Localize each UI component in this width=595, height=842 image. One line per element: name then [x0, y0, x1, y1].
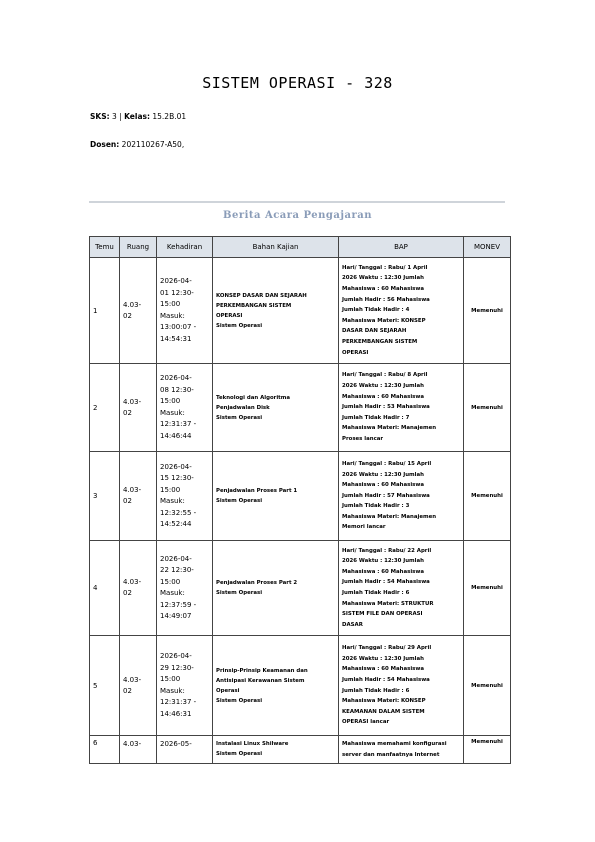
cell-bap-line: Mahasiswa Materi: KONSEP — [342, 317, 426, 324]
cell-kehadiran-line: Masuk: — [160, 311, 185, 320]
cell-kehadiran-line: 12:32:55 - — [160, 508, 197, 517]
page-title: SISTEM OPERASI - 328 — [202, 74, 393, 92]
cell-bahan-kajian — [213, 736, 339, 764]
cell-bahan-kajian-line: OPERASI — [216, 312, 243, 319]
cell-ruang-line: 4.03- — [123, 740, 142, 748]
cell-kehadiran-line: 13:00:07 - — [160, 323, 197, 331]
cell-monev: Memenuhi — [464, 452, 511, 541]
cell-ruang-line: 4.03- — [123, 675, 142, 684]
cell-kehadiran-line: Masuk: — [160, 589, 185, 597]
cell-bahan-kajian — [213, 541, 339, 636]
sks-value: 3 — [112, 112, 117, 121]
cell-ruang — [120, 452, 157, 541]
cell-bap-line: Jumlah Tidak Hadir : 7 — [342, 414, 410, 421]
cell-kehadiran-line: 15:00 — [160, 397, 181, 405]
cell-bahan-kajian-line: Sistem Operasi — [216, 322, 263, 329]
cell-kehadiran — [157, 541, 213, 636]
cell-bap-line: Hari/ Tanggal : Rabu/ 8 April — [342, 372, 428, 379]
cell-bahan-kajian — [213, 258, 339, 364]
cell-bahan-kajian-line: Prinsip-Prinsip Keamanan dan — [216, 667, 308, 674]
cell-bahan-kajian-line: Sistem Operasi — [216, 751, 263, 757]
cell-bahan-kajian-line: Teknologi dan Algoritma — [216, 394, 291, 401]
cell-bap-line: DASAR DAN SEJARAH — [342, 328, 407, 335]
table-row — [90, 541, 511, 636]
cell-bap — [339, 636, 464, 736]
cell-ruang-line: 4.03- — [123, 486, 142, 494]
header-monev: MONEV — [464, 237, 511, 258]
cell-bap-line: Hari/ Tanggal : Rabu/ 1 April — [342, 264, 428, 271]
cell-bap-line: Jumlah Tidak Hadir : 3 — [342, 503, 410, 510]
cell-kehadiran-line: 14:46:44 — [160, 431, 192, 440]
cell-bap-line: OPERASI lancar — [342, 719, 390, 726]
cell-bap-line: SISTEM FILE DAN OPERASI — [342, 611, 423, 618]
cell-kehadiran — [157, 452, 213, 541]
cell-kehadiran-line: Masuk: — [160, 686, 185, 695]
cell-temu: 2 — [90, 364, 120, 452]
cell-ruang — [120, 736, 157, 764]
kelas-label: Kelas: — [124, 112, 150, 121]
cell-ruang — [120, 258, 157, 364]
cell-bap-line: Mahasiswa Materi: STRUKTUR — [342, 600, 434, 607]
header-ruang: Ruang — [120, 237, 157, 258]
cell-kehadiran-line: Masuk: — [160, 497, 185, 505]
table-row — [90, 636, 511, 736]
cell-kehadiran-line: 15:00 — [160, 485, 181, 494]
cell-kehadiran-line: 2026-04- — [160, 554, 192, 563]
cell-bahan-kajian-line: Penjadwalan Proses Part 1 — [216, 488, 298, 494]
cell-bap-line: Mahasiswa Materi: KONSEP — [342, 698, 426, 705]
cell-bap-line: Mahasiswa : 60 Mahasiswa — [342, 568, 425, 575]
header-temu: Temu — [90, 237, 120, 258]
dosen-label: Dosen: — [90, 140, 120, 149]
cell-kehadiran-line: 12:31:37 - — [160, 420, 197, 428]
cell-temu: 1 — [90, 258, 120, 364]
cell-bap-line: OPERASI — [342, 349, 369, 356]
cell-bap-line: Jumlah Hadir : 54 Mahasiswa — [342, 676, 430, 683]
cell-bap — [339, 541, 464, 636]
table-row — [90, 364, 511, 452]
table-row — [90, 258, 511, 364]
dosen-value: 202110267-A50, — [121, 140, 185, 149]
cell-bap — [339, 258, 464, 364]
cell-bahan-kajian — [213, 452, 339, 541]
cell-monev: Memenuhi — [464, 541, 511, 636]
cell-bap-line: Mahasiswa : 60 Mahasiswa — [342, 286, 425, 293]
table-row — [90, 736, 511, 764]
lecturer-info — [90, 140, 184, 149]
cell-bap-line: Jumlah Hadir : 56 Mahasiswa — [342, 296, 430, 303]
cell-kehadiran-line: Masuk: — [160, 408, 185, 417]
cell-kehadiran-line: 2026-04- — [160, 462, 192, 471]
cell-bap-line: Jumlah Tidak Hadir : 4 — [342, 307, 410, 314]
cell-bap-line: Jumlah Tidak Hadir : 6 — [342, 590, 410, 596]
cell-bap — [339, 736, 464, 764]
cell-bap-line: Jumlah Hadir : 53 Mahasiswa — [342, 404, 430, 411]
cell-bap-line: Jumlah Tidak Hadir : 6 — [342, 687, 410, 694]
cell-bap-line: Mahasiswa Materi: Manajemen — [342, 425, 437, 432]
cell-temu: 4 — [90, 541, 120, 636]
cell-kehadiran — [157, 636, 213, 736]
cell-bap-line: Hari/ Tanggal : Rabu/ 29 April — [342, 645, 432, 652]
cell-monev: Memenuhi — [464, 636, 511, 736]
sks-label: SKS: — [90, 112, 110, 121]
cell-bap-line: Proses lancar — [342, 435, 384, 442]
cell-kehadiran-line: 15:00 — [160, 300, 181, 308]
cell-ruang — [120, 364, 157, 452]
cell-ruang-line: 02 — [123, 686, 132, 695]
cell-kehadiran-line: 29 12:30- — [160, 663, 194, 672]
cell-temu: 6 — [90, 736, 120, 764]
cell-bap — [339, 364, 464, 452]
cell-kehadiran-line: 12:31:37 - — [160, 698, 197, 706]
cell-temu: 3 — [90, 452, 120, 541]
cell-bap-line: Hari/ Tanggal : Rabu/ 15 April — [342, 460, 432, 467]
cell-bap-line: Mahasiswa : 60 Mahasiswa — [342, 393, 425, 400]
cell-bap-line: 2026 Waktu : 12:30 Jumlah — [342, 558, 424, 565]
cell-ruang-line: 02 — [123, 497, 132, 505]
header-kehadiran: Kehadiran — [157, 237, 213, 258]
cell-kehadiran-line: 08 12:30- — [160, 385, 194, 394]
cell-bahan-kajian-line: KONSEP DASAR DAN SEJARAH — [216, 292, 307, 299]
cell-kehadiran — [157, 258, 213, 364]
cell-bap-line: DASAR — [342, 621, 363, 628]
section-title: Berita Acara Pengajaran — [223, 210, 372, 221]
cell-temu: 5 — [90, 636, 120, 736]
cell-bap-line: Mahasiswa : 60 Mahasiswa — [342, 482, 425, 489]
kelas-value: 15.2B.01 — [152, 112, 187, 121]
cell-monev: Memenuhi — [464, 736, 511, 764]
cell-kehadiran-line: 22 12:30- — [160, 566, 194, 574]
cell-bap-line: server dan manfaatnya Internet — [342, 751, 440, 758]
cell-ruang — [120, 636, 157, 736]
cell-ruang-line: 4.03- — [123, 300, 142, 309]
cell-kehadiran-line: 14:49:07 — [160, 612, 192, 620]
cell-kehadiran-line: 14:52:44 — [160, 520, 192, 528]
cell-bahan-kajian-line: Penjadwalan Proses Part 2 — [216, 580, 298, 586]
course-info: SKS: 3 | Kelas: 15.2B.01 — [90, 112, 187, 121]
cell-bahan-kajian-line: Antisipasi Kerawanan Sistem — [216, 677, 305, 684]
cell-bahan-kajian-line: Penjadwalan Disk — [216, 404, 270, 411]
cell-kehadiran-line: 15:00 — [160, 577, 181, 586]
cell-bap-line: PERKEMBANGAN SISTEM — [342, 338, 418, 345]
cell-monev: Memenuhi — [464, 364, 511, 452]
cell-kehadiran-line: 15 12:30- — [160, 474, 194, 482]
cell-bap-line: 2026 Waktu : 12:30 Jumlah — [342, 275, 424, 282]
cell-bap-line: 2026 Waktu : 12:30 Jumlah — [342, 383, 424, 390]
cell-kehadiran-line: 14:46:31 — [160, 709, 192, 718]
cell-ruang — [120, 541, 157, 636]
cell-bap-line: Mahasiswa memahami konfigurasi — [342, 741, 447, 747]
cell-bap-line: Jumlah Hadir : 57 Mahasiswa — [342, 492, 430, 499]
cell-kehadiran-line: 2026-04- — [160, 652, 192, 660]
cell-bahan-kajian — [213, 364, 339, 452]
cell-bap-line: Memori lancar — [342, 524, 386, 531]
cell-bahan-kajian-line: PERKEMBANGAN SISTEM — [216, 302, 292, 309]
cell-monev: Memenuhi — [464, 258, 511, 364]
cell-kehadiran-line: 01 12:30- — [160, 288, 194, 297]
cell-kehadiran-line: 15:00 — [160, 675, 181, 683]
table-row — [90, 452, 511, 541]
teaching-report-table — [89, 236, 511, 764]
cell-kehadiran-line: 2026-04- — [160, 277, 192, 285]
header-bap: BAP — [339, 237, 464, 258]
cell-bap-line: 2026 Waktu : 12:30 Jumlah — [342, 471, 424, 478]
cell-ruang-line: 4.03- — [123, 578, 142, 586]
cell-ruang-line: 4.03- — [123, 397, 142, 406]
cell-bap-line: Mahasiswa Materi: Manajemen — [342, 513, 437, 520]
cell-bahan-kajian-line: Sistem Operasi — [216, 498, 263, 504]
cell-bap-line: KEAMANAN DALAM SISTEM — [342, 708, 425, 715]
cell-ruang-line: 02 — [123, 589, 132, 597]
cell-kehadiran — [157, 736, 213, 764]
cell-bahan-kajian-line: Sistem Operasi — [216, 590, 263, 596]
cell-bahan-kajian-line: Operasi — [216, 687, 240, 694]
cell-bahan-kajian-line: Sistem Operasi — [216, 414, 263, 421]
cell-bap — [339, 452, 464, 541]
cell-ruang-line: 02 — [123, 311, 132, 320]
cell-kehadiran-line: 14:54:31 — [160, 334, 192, 343]
cell-kehadiran-line: 12:37:59 - — [160, 600, 197, 609]
cell-bap-line: 2026 Waktu : 12:30 Jumlah — [342, 655, 424, 662]
table-header-row — [90, 237, 511, 258]
cell-kehadiran — [157, 364, 213, 452]
cell-bahan-kajian-line: Instalasi Linux Shilware — [216, 741, 289, 747]
cell-bap-line: Hari/ Tanggal : Rabu/ 22 April — [342, 547, 432, 554]
cell-ruang-line: 02 — [123, 408, 132, 417]
cell-bahan-kajian-line: Sistem Operasi — [216, 697, 263, 704]
cell-bahan-kajian — [213, 636, 339, 736]
cell-bap-line: Mahasiswa : 60 Mahasiswa — [342, 666, 425, 673]
cell-kehadiran-line: 2026-05- — [160, 740, 192, 748]
table-body — [90, 258, 511, 764]
header-bahan-kajian: Bahan Kajian — [213, 237, 339, 258]
cell-bap-line: Jumlah Hadir : 54 Mahasiswa — [342, 579, 430, 586]
cell-kehadiran-line: 2026-04- — [160, 374, 192, 382]
divider — [89, 201, 505, 203]
